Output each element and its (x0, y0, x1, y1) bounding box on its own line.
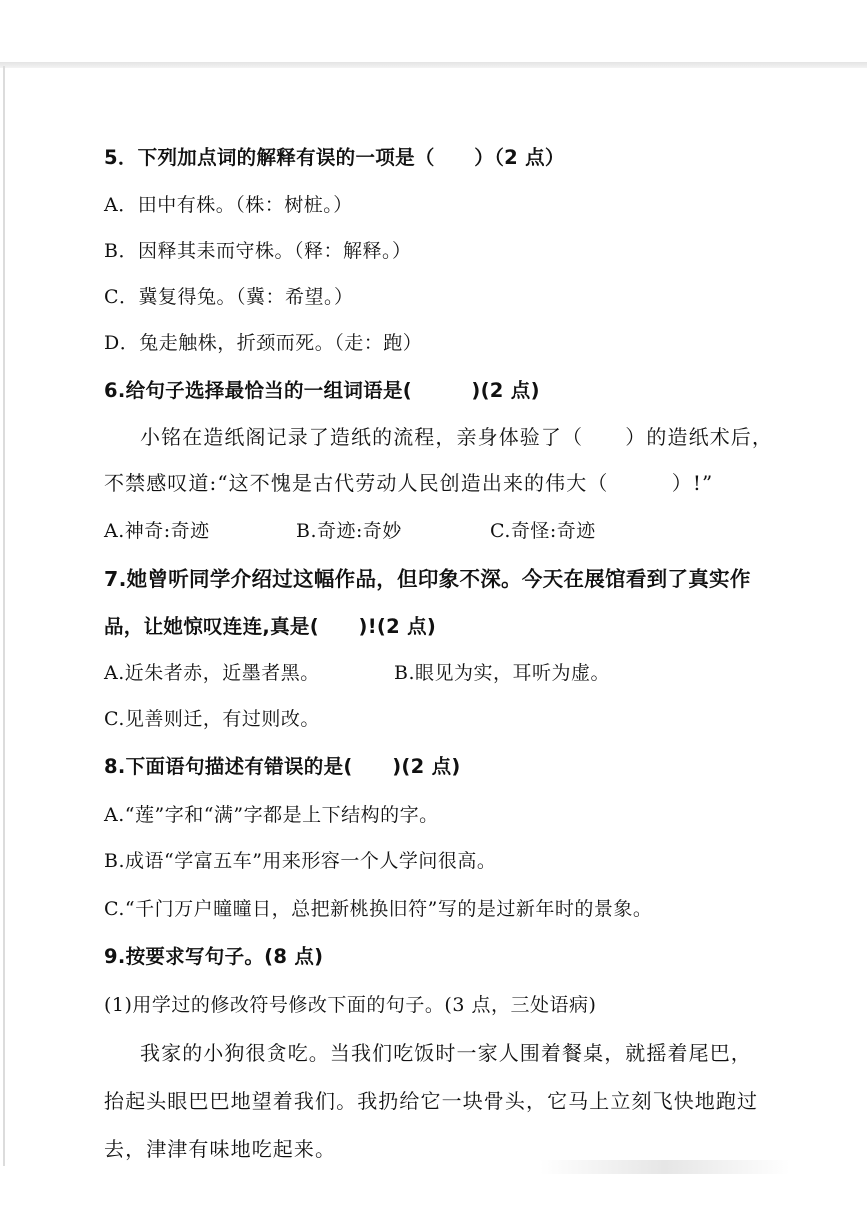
question-6-option-b: B.奇迹:奇妙 (296, 520, 402, 542)
question-5-option-c: C．冀复得兔。（冀：希望。） (104, 286, 354, 308)
question-5-option-b: B．因释其耒而守株。（释：解释。） (104, 240, 412, 262)
question-8-option-a: A.“莲”字和“满”字都是上下结构的字。 (104, 804, 439, 826)
scan-smudge (540, 1160, 790, 1174)
question-5-option-d: D．兔走触株，折颈而死。（走：跑） (104, 332, 423, 354)
question-6-passage-line-1: 小铭在造纸阁记录了造纸的流程，亲身体验了（ ）的造纸术后， (140, 425, 773, 449)
question-7-stem-line-2: 品，让她惊叹连连,真是( )!(2 点) (104, 615, 437, 638)
question-6-option-a: A.神奇:奇迹 (104, 520, 210, 542)
question-9-stem: 9.按要求写句子。(8 点) (104, 945, 324, 968)
question-7-stem-line-1: 7.她曾听同学介绍过这幅作品，但印象不深。今天在展馆看到了真实作 (104, 567, 751, 591)
page-left-edge (3, 66, 5, 1166)
question-6-options (104, 518, 804, 544)
question-7-option-c: C.见善则迁，有过则改。 (104, 708, 320, 730)
question-9-passage-line-2: 抬起头眼巴巴地望着我们。我扔给它一块骨头，它马上立刻飞快地跑过 (104, 1089, 759, 1113)
question-8-option-b: B.成语“学富五车”用来形容一个人学问很高。 (104, 850, 497, 872)
question-9-passage-line-1: 我家的小狗很贪吃。当我们吃饭时一家人围着餐桌，就摇着尾巴， (140, 1041, 752, 1065)
question-6-option-c: C.奇怪:奇迹 (490, 520, 596, 542)
question-6-passage-line-2: 不禁感叹道:“这不愧是古代劳动人民创造出来的伟大（ ）!” (104, 471, 714, 495)
page-top-edge (0, 62, 867, 68)
question-6-stem: 6.给句子选择最恰当的一组词语是( )(2 点) (104, 379, 540, 402)
question-7-option-a: A.近朱者赤，近墨者黑。 (104, 662, 320, 684)
question-8-stem: 8.下面语句描述有错误的是( )(2 点) (104, 755, 461, 778)
question-7-option-b: B.眼见为实，耳听为虚。 (394, 662, 611, 684)
question-8-option-c: C.“千门万户曈曈日，总把新桃换旧符”写的是过新年时的景象。 (104, 898, 653, 920)
question-7-options-row (104, 660, 804, 686)
question-9-sub-1: (1)用学过的修改符号修改下面的句子。(3 点，三处语病) (104, 994, 597, 1016)
question-5-stem: 5．下列加点词的解释有误的一项是（ ）（2 点） (104, 146, 565, 169)
question-9-passage-line-3: 去，津津有味地吃起来。 (104, 1137, 337, 1161)
question-5-option-a: A．田中有株。（株：树桩。） (104, 194, 353, 216)
